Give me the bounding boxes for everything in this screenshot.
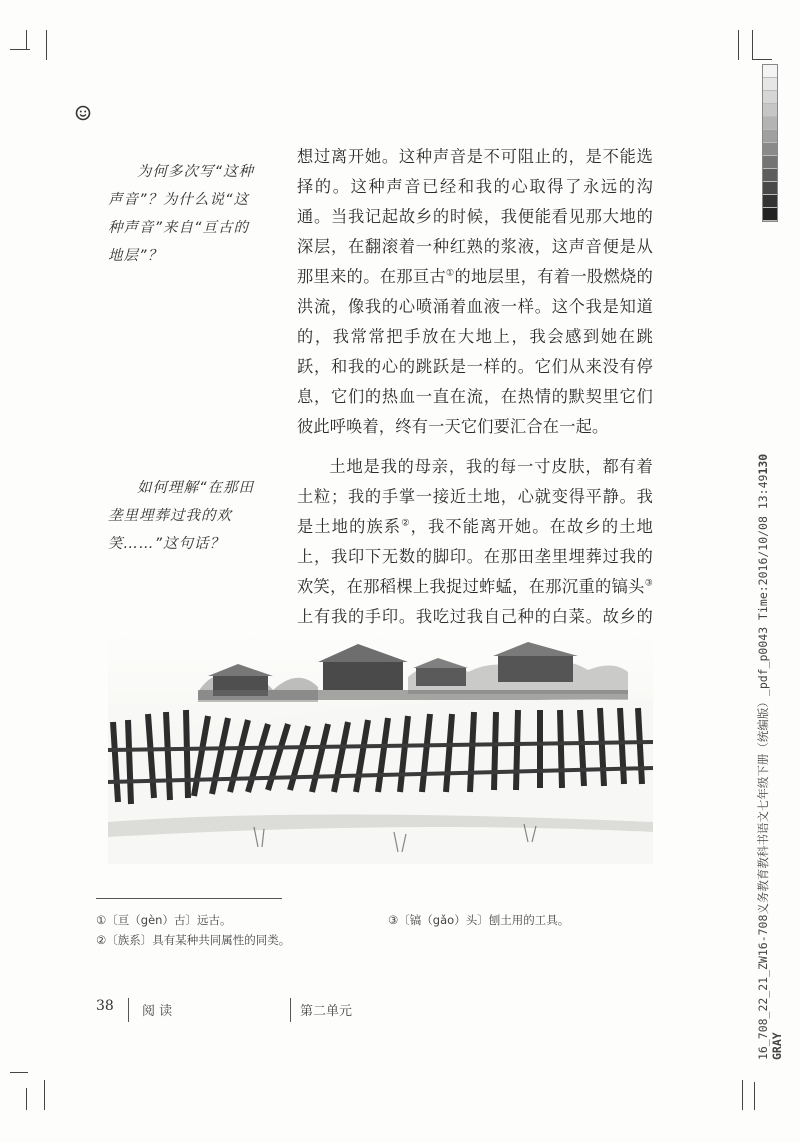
smiley-icon bbox=[75, 105, 91, 121]
paragraph: 想过离开她。这种声音是不可阻止的，是不能选择的。这种声音已经和我的心取得了永远的沟通。当我记起故乡的时候，我便能看见那大地的深层，在翻滚着一种红熟的浆液，这声音便是从那里来的。在那亘古①的地层里，有着一股燃烧的洪流，像我的心喷涌着血液一样。这个我是知道的，我常常把手放在大地上，我会感到她在跳跃，和我的心的跳跃是一样的。它们从来没有停息，它们的热血一直在流，在热情的默契里它们彼此呼唤着，终有一天它们要汇合在一起。 bbox=[297, 147, 653, 436]
village-fence-photo bbox=[108, 632, 653, 864]
footnote-divider bbox=[96, 898, 282, 899]
print-gray-label: GRAY bbox=[770, 1032, 784, 1060]
crop-mark bbox=[46, 30, 47, 60]
print-info: 16_708_22_21_ZW16-708义务教育教科书语文七年级下册（统编版）_pdf_p0043 Time:2016/10/08 13:49130 bbox=[756, 453, 770, 1060]
footer-divider bbox=[128, 998, 129, 1022]
footnote-marker[interactable]: ③ bbox=[644, 578, 653, 589]
gray-calibration-bar bbox=[762, 64, 778, 222]
crop-mark bbox=[44, 1080, 45, 1110]
crop-mark bbox=[10, 1072, 28, 1073]
crop-mark bbox=[754, 1082, 755, 1110]
footnote-marker[interactable]: ① bbox=[446, 268, 455, 279]
page-number: 38 bbox=[96, 998, 114, 1014]
crop-mark bbox=[752, 30, 753, 60]
footnote-2: ②〔族系〕具有某种共同属性的同类。 bbox=[96, 933, 291, 947]
crop-mark bbox=[742, 1080, 743, 1110]
side-question-2 bbox=[108, 474, 258, 558]
footer-divider bbox=[290, 998, 291, 1022]
footnote-marker[interactable]: ② bbox=[401, 518, 411, 529]
crop-mark bbox=[752, 59, 772, 60]
paragraph: 土地是我的母亲，我的每一寸皮肤，都有着土粒；我的手掌一接近土地，心就变得平静。我是土地的族系②，我不能离开她。在故乡的土地上，我印下无数的脚印。在那田垄里埋葬过我的欢笑，在那稻棵上我捉过蚱蜢，在那沉重的镐头③上有我的手印。我吃过我自己种的白菜。故乡的 bbox=[297, 457, 653, 626]
crop-mark bbox=[26, 1088, 27, 1110]
side-question-text: 如何理解“在那田垄里埋葬过我的欢笑……”这句话？ bbox=[108, 480, 255, 552]
side-question-1 bbox=[108, 158, 258, 270]
crop-mark bbox=[26, 30, 27, 50]
footnote-3: ③〔镐（gǎo）头〕刨土用的工具。 bbox=[388, 913, 570, 927]
crop-mark bbox=[10, 49, 30, 50]
footer-unit: 第二单元 bbox=[300, 1004, 353, 1019]
crop-mark bbox=[738, 30, 739, 60]
footer-section: 阅 读 bbox=[142, 1004, 173, 1019]
footnote-1: ①〔亘（gèn）古〕远古。 bbox=[96, 913, 232, 927]
side-question-text: 为何多次写“这种声音”？为什么说“这种声音”来自“亘古的地层”？ bbox=[108, 164, 255, 264]
